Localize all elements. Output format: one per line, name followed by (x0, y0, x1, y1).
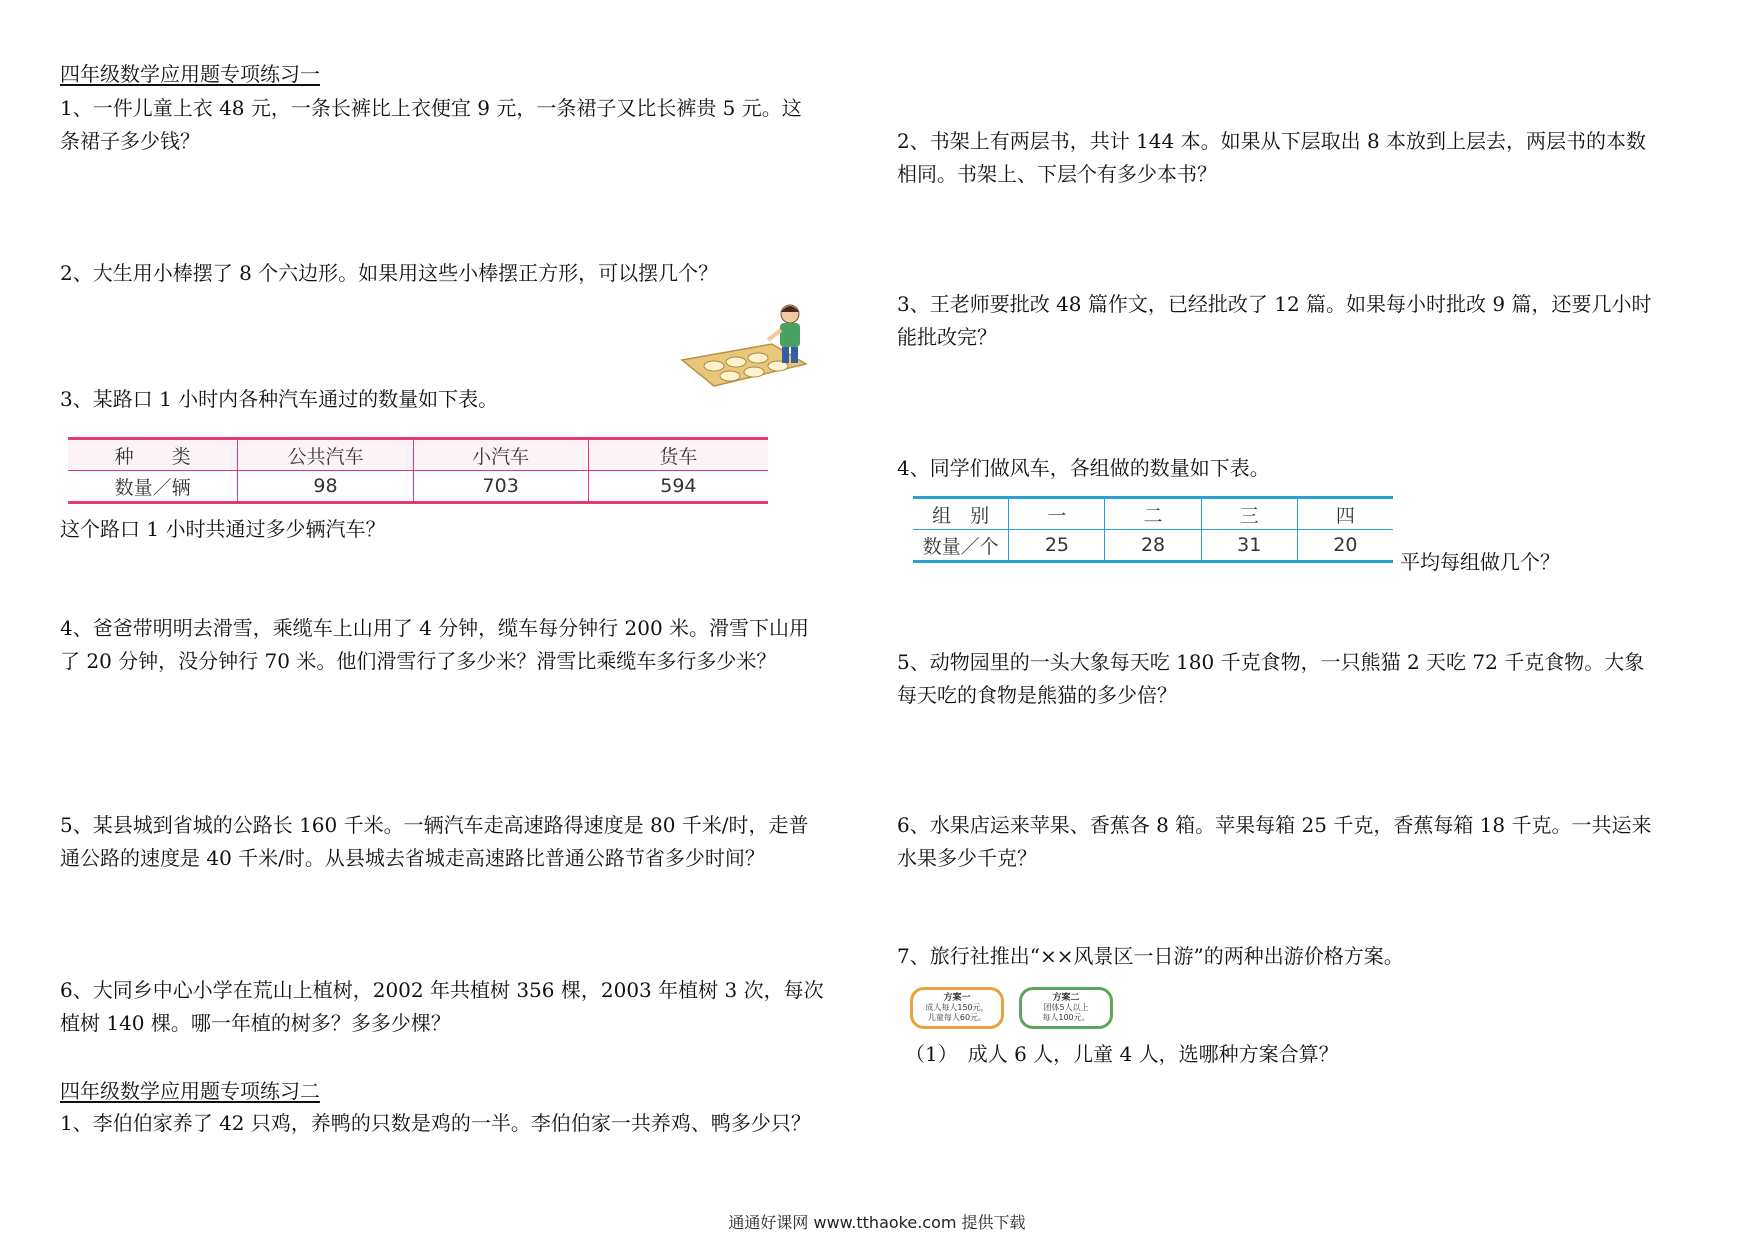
table-header-cell: 四 (1297, 498, 1393, 530)
worksheet-title-1: 四年级数学应用题专项练习一 (60, 62, 320, 86)
right-q2-line1: 2、书架上有两层书，共计 144 本。如果从下层取出 8 本放到上层去，两层书的本数 (897, 129, 1647, 153)
table-cell: 数量／个 (922, 535, 999, 558)
left-q3-question: 这个路口 1 小时共通过多少辆汽车？ (60, 517, 386, 541)
plan-line: 成人每人150元， (925, 1003, 989, 1012)
table-header-cell: 一 (1009, 498, 1105, 530)
left-q3: 3、某路口 1 小时内各种汽车通过的数量如下表。 (60, 387, 499, 411)
table-row (68, 439, 768, 471)
table-row (68, 471, 768, 503)
plan-title: 方案一 (943, 993, 971, 1003)
table-header-cell: 三 (1201, 498, 1297, 530)
right-q7-subquestion-1: （1） 成人 6 人，儿童 4 人，选哪种方案合算？ (905, 1042, 1339, 1066)
table-cell: 703 (413, 471, 588, 503)
left-q6-line2: 植树 140 棵。哪一年植的树多？多多少棵？ (60, 1011, 451, 1035)
right-q7: 7、旅行社推出“××风景区一日游”的两种出游价格方案。 (897, 944, 1404, 968)
table-header-cell: 公共汽车 (238, 439, 413, 471)
left-q1-line2: 条裙子多少钱？ (60, 129, 200, 153)
right-q6-line1: 6、水果店运来苹果、香蕉各 8 箱。苹果每箱 25 千克，香蕉每箱 18 千克。一共运来 (897, 813, 1652, 837)
car-count-table (68, 437, 768, 504)
right-q5-line1: 5、动物园里的一头大象每天吃 180 千克食物，一只熊猫 2 天吃 72 千克食物。大象 (897, 650, 1645, 674)
table-cell: 31 (1201, 530, 1297, 562)
table-row (913, 498, 1393, 530)
table-header-cell: 种 类 (68, 439, 238, 471)
right-q4: 4、同学们做风车，各组做的数量如下表。 (897, 456, 1270, 480)
table-header-cell: 小汽车 (413, 439, 588, 471)
right-q5-line2: 每天吃的食物是熊猫的多少倍？ (897, 683, 1177, 707)
plan-title: 方案二 (1052, 993, 1080, 1003)
table-header-cell: 组 别 (913, 498, 1009, 530)
right-q3-line2: 能批改完？ (897, 325, 997, 349)
table-cell: 98 (238, 471, 413, 503)
worksheet-title-2: 四年级数学应用题专项练习二 (60, 1079, 320, 1103)
plan-line: 儿童每人60元。 (927, 1013, 987, 1022)
price-plan-two-card (1019, 987, 1113, 1029)
table-header-cell: 货车 (588, 439, 768, 471)
price-plan-one-card (910, 987, 1004, 1029)
table-cell: 25 (1009, 530, 1105, 562)
left-q4-line2: 了 20 分钟，没分钟行 70 米。他们滑雪行了多少米？滑雪比乘缆车多行多少米？ (60, 649, 777, 673)
right-q2-line2: 相同。书架上、下层个有多少本书？ (897, 162, 1217, 186)
right-q3-line1: 3、王老师要批改 48 篇作文，已经批改了 12 篇。如果每小时批改 9 篇，还要几小时 (897, 292, 1652, 316)
table-cell: 594 (588, 471, 768, 503)
right-q6-line2: 水果多少千克？ (897, 846, 1037, 870)
left-q5-line1: 5、某县城到省城的公路长 160 千米。一辆汽车走高速路得速度是 80 千米/时，走普 (60, 813, 809, 837)
child-with-tray-illustration (678, 300, 818, 392)
plan-line: 团体5人以上 (1043, 1003, 1089, 1012)
table-cell: 数量／辆 (114, 476, 191, 499)
plan-line: 每人100元。 (1042, 1013, 1090, 1022)
table-cell: 20 (1297, 530, 1393, 562)
table-row (913, 530, 1393, 562)
table-cell: 28 (1105, 530, 1201, 562)
left-q1-line1: 1、一件儿童上衣 48 元，一条长裤比上衣便宜 9 元，一条裙子又比长裤贵 5 元。这 (60, 96, 802, 120)
left-q5-line2: 通公路的速度是 40 千米/时。从县城去省城走高速路比普通公路节省多少时间？ (60, 846, 765, 870)
right-q4-question: 平均每组做几个？ (1400, 550, 1560, 574)
footer-source-note: 通通好课网 www.tthaoke.com 提供下载 (728, 1213, 1026, 1232)
windmill-count-table (913, 496, 1393, 563)
table-header-cell: 二 (1105, 498, 1201, 530)
left-q6-line1: 6、大同乡中心小学在荒山上植树，2002 年共植树 356 棵，2003 年植树 3 次，每次 (60, 978, 824, 1002)
left-q2: 2、大生用小棒摆了 8 个六边形。如果用这些小棒摆正方形，可以摆几个？ (60, 261, 719, 285)
part2-q1: 1、李伯伯家养了 42 只鸡，养鸭的只数是鸡的一半。李伯伯家一共养鸡、鸭多少只？ (60, 1111, 811, 1135)
left-q4-line1: 4、爸爸带明明去滑雪，乘缆车上山用了 4 分钟，缆车每分钟行 200 米。滑雪下山用 (60, 616, 810, 640)
